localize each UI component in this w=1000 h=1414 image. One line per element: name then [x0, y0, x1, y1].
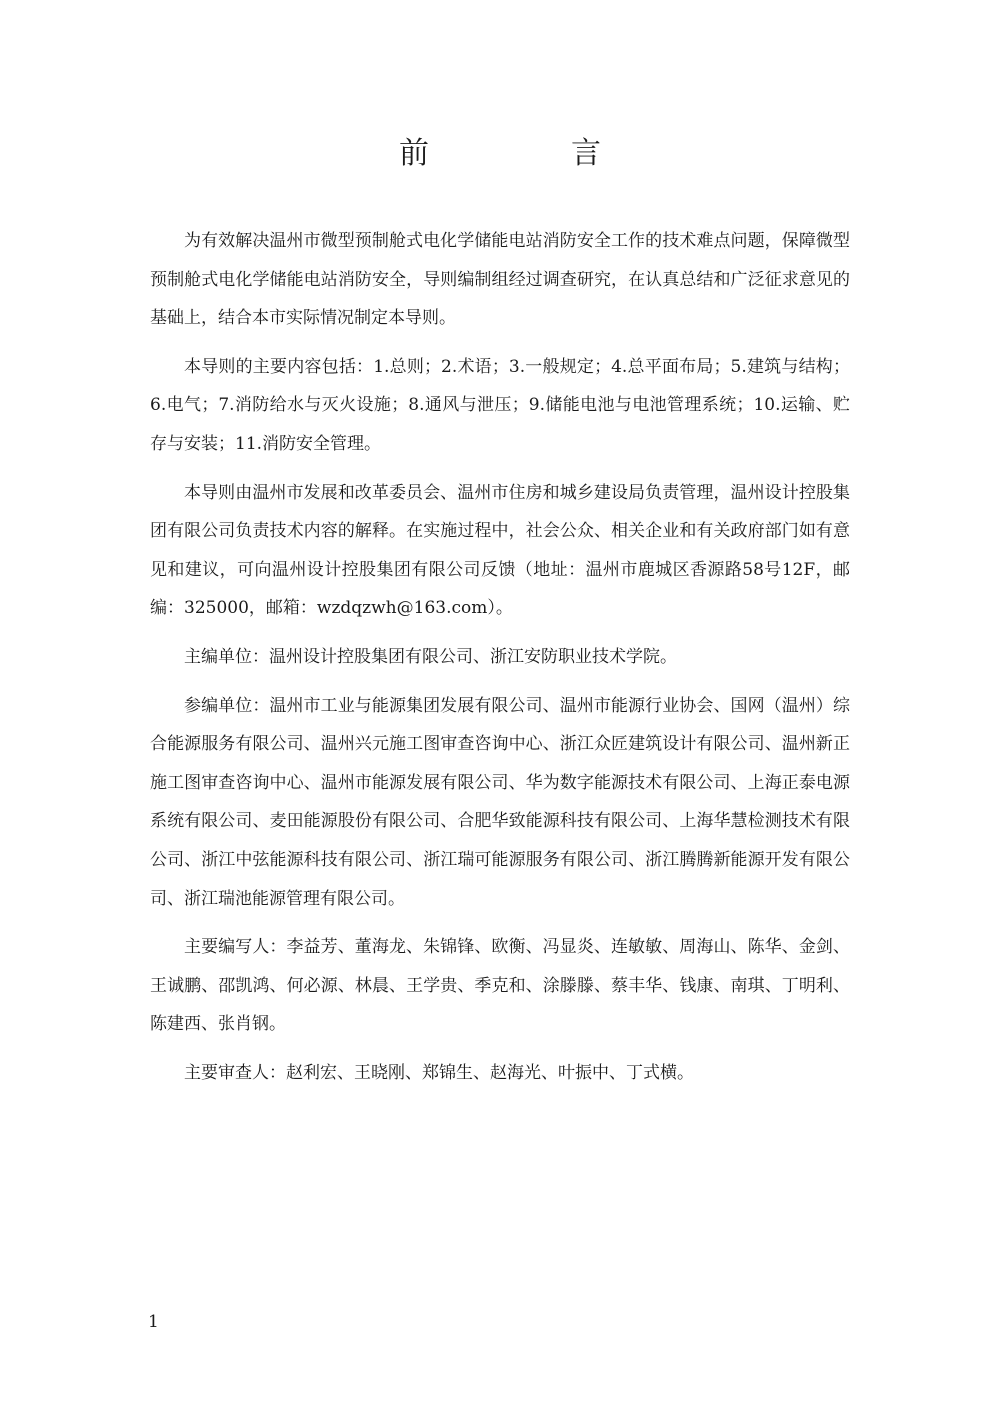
body-text [150, 222, 850, 1102]
paragraph-purpose: 为有效解决温州市微型预制舱式电化学储能电站消防安全工作的技术难点问题，保障微型预制舱式电化学储能电站消防安全，导则编制组经过调查研究，在认真总结和广泛征求意见的基础上，结合本市实际情况制定本导则。 [150, 231, 850, 329]
page-number: 1 [148, 1312, 159, 1332]
paragraph-main-reviewers: 主要审查人：赵利宏、王晓刚、郑锦生、赵海光、叶振中、丁式横。 [184, 1062, 694, 1083]
paragraph-participating-units: 参编单位：温州市工业与能源集团发展有限公司、温州市能源行业协会、国网（温州）综合能源服务有限公司、温州兴元施工图审查咨询中心、浙江众匠建筑设计有限公司、温州新正施工图审查咨询中心、温州市能源发展有限公司、华为数字能源技术有限公司、上海正泰电源系统有限公司、麦田能源股份有限公司、合肥华致能源科技有限公司、上海华慧检测技术有限公司、浙江中弦能源科技有限公司、浙江瑞可能源服务有限公司、浙江腾腾新能源开发有限公司、浙江瑞池能源管理有限公司。 [150, 695, 850, 909]
paragraph-contents: 本导则的主要内容包括：1.总则；2.术语；3.一般规定；4.总平面布局；5.建筑与结构；6.电气；7.消防给水与灭火设施；8.通风与泄压；9.储能电池与电池管理系统；10.运输、贮存与安装；11.消防安全管理。 [150, 356, 850, 454]
page-title: 前 言 [399, 136, 657, 171]
paragraph-chief-editor: 主编单位：温州设计控股集团有限公司、浙江安防职业技术学院。 [184, 646, 677, 667]
paragraph-main-authors: 主要编写人：李益芳、董海龙、朱锦锋、欧衡、冯显炎、连敏敏、周海山、陈华、金剑、王诚鹏、邵凯鸿、何必源、林晨、王学贵、季克和、涂滕滕、蔡丰华、钱康、南琪、丁明利、陈建西、张肖钢。 [150, 937, 850, 1035]
paragraph-management: 本导则由温州市发展和改革委员会、温州市住房和城乡建设局负责管理，温州设计控股集团有限公司负责技术内容的解释。在实施过程中，社会公众、相关企业和有关政府部门如有意见和建议，可向温州设计控股集团有限公司反馈（地址：温州市鹿城区香源路58号12F，邮编：325000，邮箱：wzdqzwh@163.com）。 [150, 482, 850, 619]
